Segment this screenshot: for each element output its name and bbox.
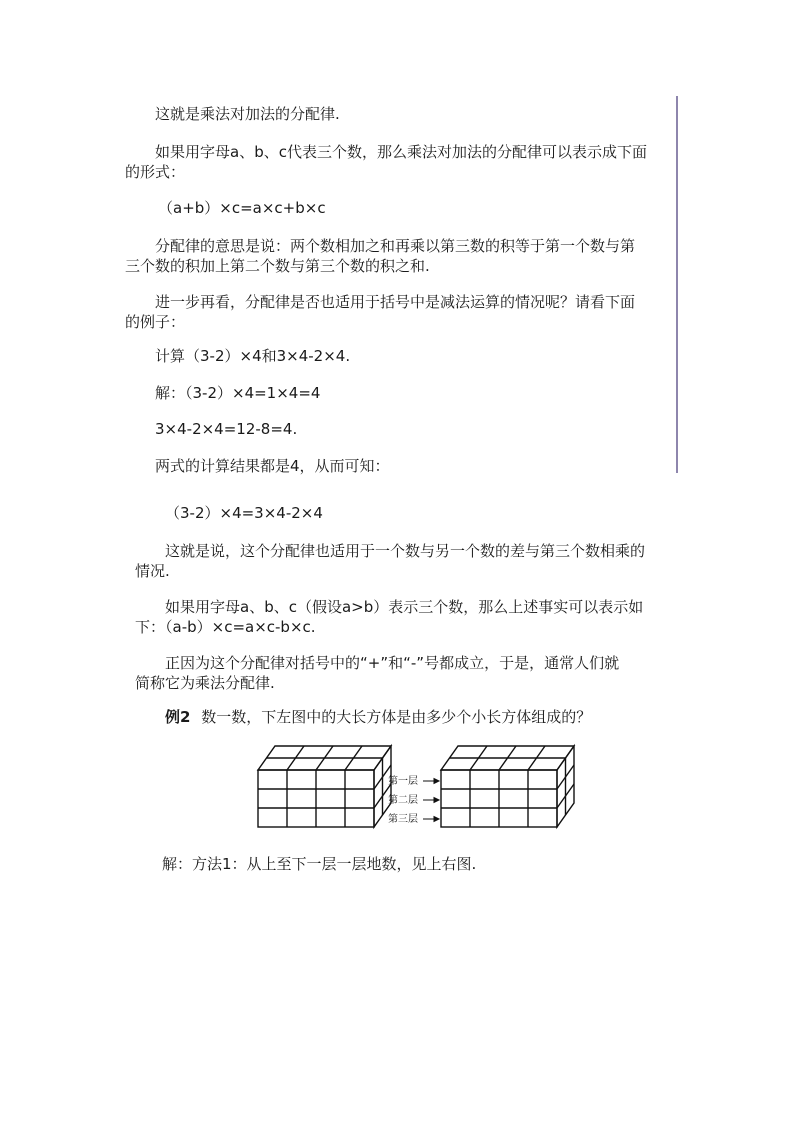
arrow-icon bbox=[434, 817, 439, 822]
example-label: 例2 bbox=[165, 708, 191, 726]
paragraph-results: 两式的计算结果都是4，从而可知： bbox=[155, 457, 390, 475]
cuboid-figure bbox=[255, 740, 595, 830]
paragraph-difference-line2: 情况. bbox=[135, 562, 170, 580]
paragraph-subtraction-line2: 的例子： bbox=[125, 313, 186, 331]
paragraph-difference-line1: 这就是说，这个分配律也适用于一个数与另一个数的差与第三个数相乘的 bbox=[165, 542, 646, 560]
example-heading bbox=[165, 707, 591, 727]
layer-label-3: 第三层 bbox=[388, 814, 418, 825]
paragraph-meaning-line2: 三个数的积加上第二个数与第三个数的积之和. bbox=[125, 257, 430, 275]
paragraph-letters2-line1: 如果用字母a、b、c（假设a>b）表示三个数，那么上述事实可以表示如 bbox=[165, 598, 644, 616]
arrow-icon bbox=[434, 798, 439, 803]
layer-labels bbox=[388, 774, 418, 825]
solution-step1: 解：（3-2）×4=1×4=4 bbox=[155, 384, 321, 402]
right-cuboid bbox=[441, 746, 574, 827]
margin-rule bbox=[676, 96, 678, 473]
solution-step2: 3×4-2×4=12-8=4. bbox=[155, 420, 298, 438]
paragraph-subtraction-line1: 进一步再看，分配律是否也适用于括号中是减法运算的情况呢？请看下面 bbox=[155, 293, 636, 311]
paragraph-distributive-law: 这就是乘法对加法的分配律. bbox=[155, 105, 340, 123]
layer-arrows bbox=[423, 779, 439, 822]
paragraph-name-line1: 正因为这个分配律对括号中的“+”和“-”号都成立，于是，通常人们就 bbox=[165, 654, 620, 672]
calc-problem: 计算（3-2）×4和3×4-2×4. bbox=[155, 347, 351, 365]
paragraph-name-line2: 简称它为乘法分配律. bbox=[135, 674, 275, 692]
formula-subtraction: （3-2）×4=3×4-2×4 bbox=[165, 504, 323, 522]
arrow-icon bbox=[434, 779, 439, 784]
paragraph-meaning-line1: 分配律的意思是说：两个数相加之和再乘以第三数的积等于第一个数与第 bbox=[155, 237, 636, 255]
paragraph-letters2-line2: 下：（a-b）×c=a×c-b×c. bbox=[135, 618, 316, 636]
formula-addition: （a+b）×c=a×c+b×c bbox=[158, 199, 326, 217]
paragraph-letters-line2: 的形式： bbox=[125, 163, 186, 181]
layer-label-1: 第一层 bbox=[388, 776, 418, 787]
paragraph-letters-line1: 如果用字母a、b、c代表三个数，那么乘法对加法的分配律可以表示成下面 bbox=[155, 143, 647, 161]
example-text: 数一数，下左图中的大长方体是由多少个小长方体组成的？ bbox=[201, 708, 592, 726]
solution-method1: 解：方法1：从上至下一层一层地数，见上右图. bbox=[162, 855, 477, 873]
left-cuboid bbox=[258, 746, 391, 827]
layer-label-2: 第二层 bbox=[388, 795, 418, 806]
